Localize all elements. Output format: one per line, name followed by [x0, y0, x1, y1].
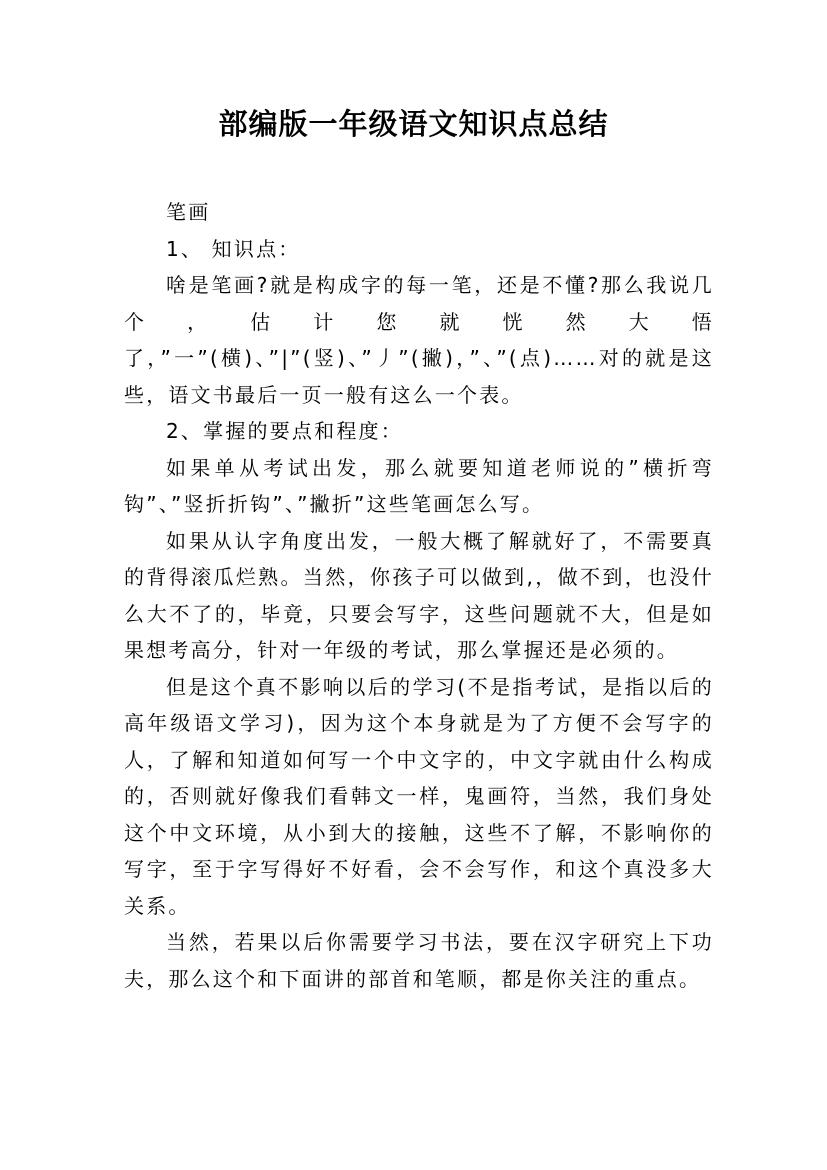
paragraph-future-learning: 但是这个真不影响以后的学习(不是指考试，是指以后的高年级语文学习)，因为这个本身就是为了方便不会写字的人，了解和知道如何写一个中文字的，中文字就由什么构成的，否则就好像我们看韩文一样，鬼画符，当然，我们身处这个中文环境，从小到大的接触，这些不了解，不影响你的写字，至于字写得好不好看，会不会写作，和这个真没多大关系。 [124, 674, 714, 918]
section-heading-strokes: 笔画 [166, 200, 211, 224]
paragraph-calligraphy: 当然，若果以后你需要学习书法，要在汉字研究上下功夫，那么这个和下面讲的部首和笔顺，都是你关注的重点。 [124, 930, 714, 991]
document-body [124, 194, 714, 997]
subheading-key-points: 2、掌握的要点和程度： [166, 419, 403, 443]
paragraph-what-is-stroke: 啥是笔画?就是构成字的每一笔，还是不懂?那么我说几个，估计您就恍然大悟了，”一”(横)、”|”(竖)、”丿”(撇)，”、”(点)……对的就是这些，语文书最后一页一般有这么一个表。 [124, 273, 714, 407]
document-title: 部编版一年级语文知识点总结 [218, 107, 609, 141]
subheading-knowledge-point: 1、 知识点： [166, 236, 301, 261]
paragraph-exam-perspective: 如果单从考试出发，那么就要知道老师说的”横折弯钩”、”竖折折钩”、”撇折”这些笔画怎么写。 [124, 455, 714, 516]
paragraph-literacy-perspective: 如果从认字角度出发，一般大概了解就好了，不需要真的背得滚瓜烂熟。当然，你孩子可以做到,，做不到，也没什么大不了的，毕竟，只要会写字，这些问题就不大，但是如果想考高分，针对一年级的考试，那么掌握还是必须的。 [124, 528, 714, 662]
